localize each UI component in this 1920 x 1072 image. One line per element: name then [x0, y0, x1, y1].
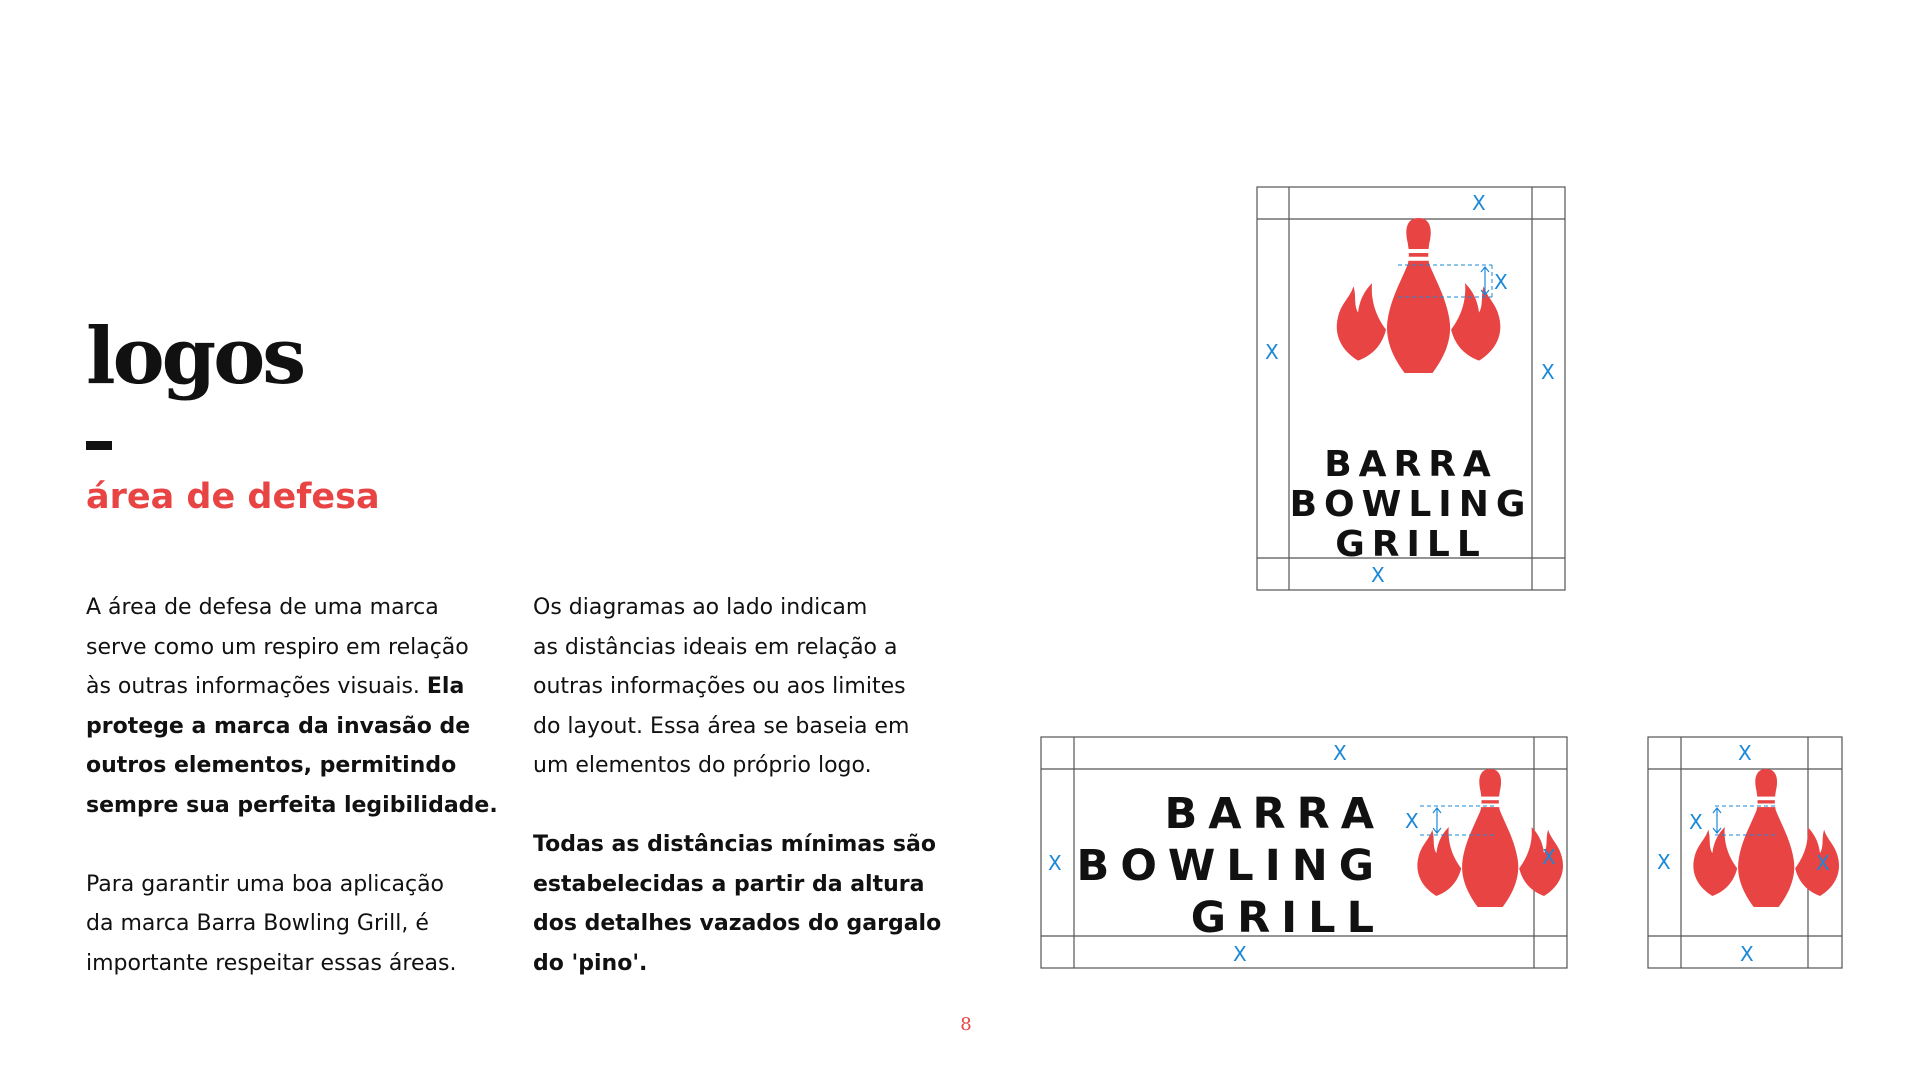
x-marker-left: X — [1657, 850, 1671, 874]
text-column-left — [86, 588, 526, 1023]
text-column-right — [533, 588, 973, 1023]
paragraph: Para garantir uma boa aplicação da marca Barra Bowling Grill, é importante respeitar essas áreas. — [86, 871, 457, 976]
paragraph-bold-text: Ela protege a marca da invasão de outros elementos, permitindo sempre sua perfeita legibilidade. — [86, 674, 498, 818]
paragraph: Os diagramas ao lado indicam as distâncias ideais em relação a outras informações ou aos limites do layout. Essa área se baseia em um elementos do próprio logo. — [533, 595, 910, 778]
bowling-pin-icon — [1337, 218, 1501, 373]
x-marker-right: X — [1541, 360, 1555, 384]
clearspace-diagram-horizontal — [1040, 736, 1570, 972]
x-marker-right: X — [1816, 851, 1830, 875]
logo-line-1: BARRA — [1164, 789, 1385, 839]
logo-line-3: GRILL — [1335, 524, 1487, 565]
x-marker-right: X — [1542, 845, 1556, 869]
x-marker-left: X — [1265, 340, 1279, 364]
paragraph-text: A área de defesa de uma marca serve como um respiro em relação às outras informações visuais. — [86, 595, 469, 699]
x-marker-top: X — [1472, 191, 1486, 215]
bowling-pin-icon — [1693, 769, 1839, 907]
x-marker-top: X — [1333, 741, 1347, 765]
page-number: 8 — [960, 1014, 972, 1035]
x-marker-left: X — [1048, 851, 1062, 875]
logo-line-2: BOWLING — [1076, 841, 1385, 891]
logo-line-2: BOWLING — [1289, 484, 1533, 525]
x-marker-bottom: X — [1371, 563, 1385, 587]
x-marker-gap: X — [1494, 270, 1508, 294]
clearspace-diagram-vertical — [1256, 186, 1568, 592]
bowling-pin-icon — [1417, 769, 1563, 907]
paragraph — [533, 825, 973, 983]
x-marker-gap: X — [1689, 810, 1703, 834]
x-marker-gap: X — [1405, 809, 1419, 833]
paragraph-bold-text: Todas as distâncias mínimas são estabelecidas a partir da altura dos detalhes vazados do gargalo do 'pino'. — [533, 832, 942, 976]
page-subtitle: área de defesa — [86, 477, 380, 517]
x-marker-top: X — [1738, 741, 1752, 765]
title-dash — [86, 441, 112, 450]
paragraph — [86, 588, 526, 825]
logo-line-3: GRILL — [1190, 893, 1385, 943]
logo-line-1: BARRA — [1324, 444, 1498, 485]
x-marker-bottom: X — [1740, 942, 1754, 966]
page-title: logos — [86, 311, 304, 402]
x-marker-bottom: X — [1233, 942, 1247, 966]
clearspace-diagram-icon — [1647, 736, 1847, 972]
